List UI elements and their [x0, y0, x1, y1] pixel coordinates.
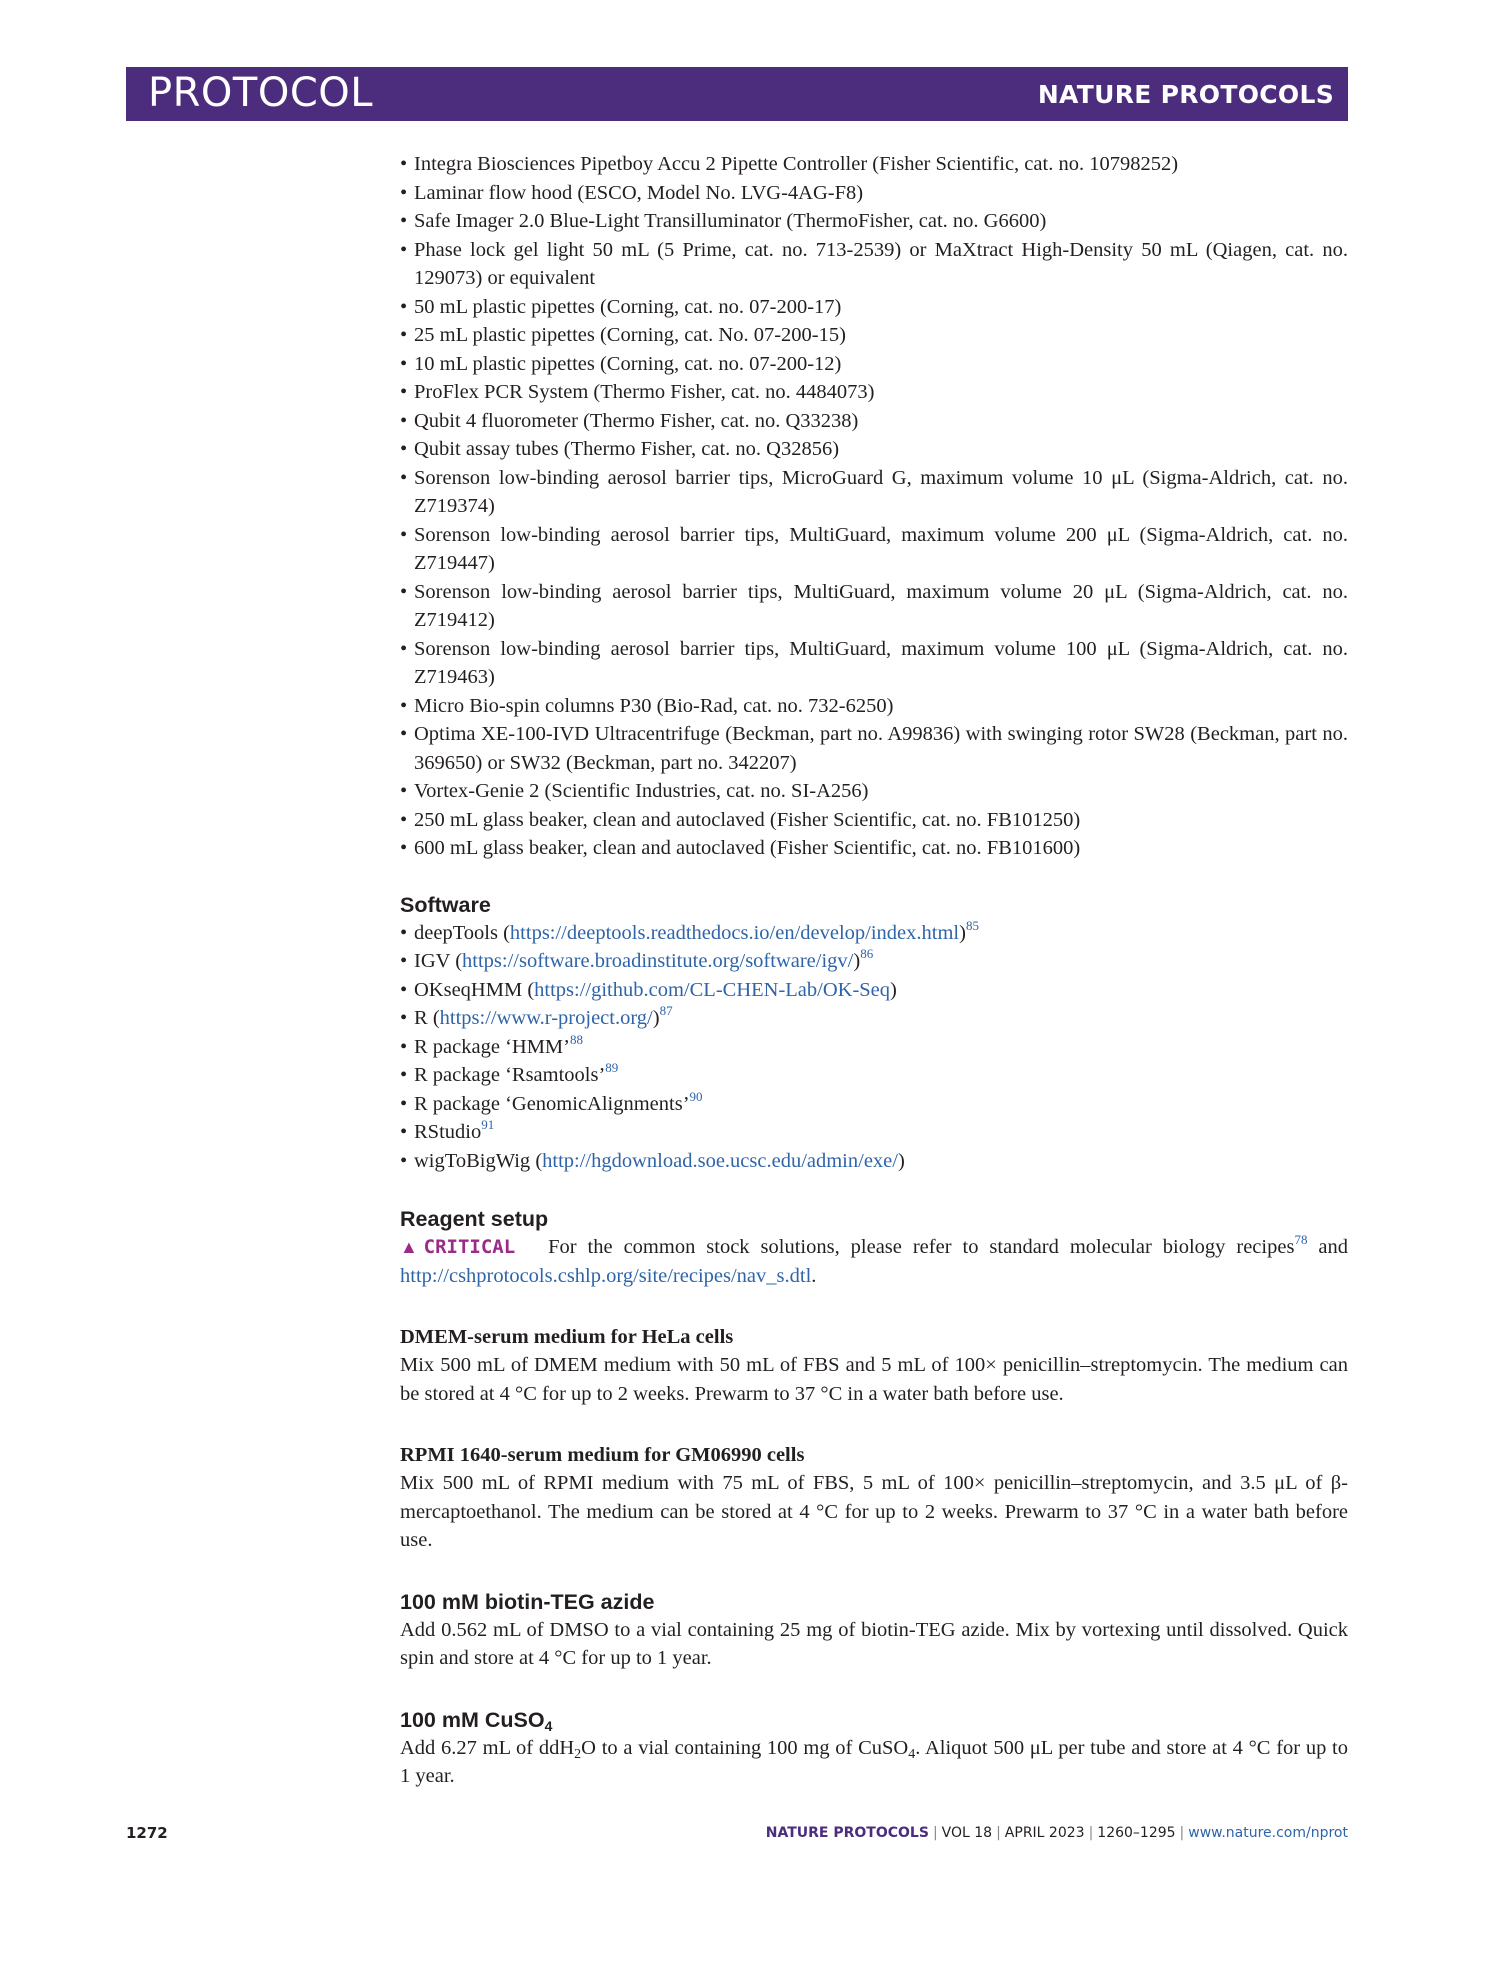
- citation-ref[interactable]: 85: [965, 917, 979, 933]
- software-link[interactable]: https://github.com/CL-CHEN-Lab/OK-Seq: [534, 978, 891, 1001]
- citation-ref[interactable]: 88: [569, 1031, 583, 1047]
- dmem-body: Mix 500 mL of DMEM medium with 50 mL of FBS and 5 mL of 100× penicillin–streptomycin. The medium can be stored at 4 °C for up to 2 weeks. Prewarm to 37 °C in a water bath before use.: [400, 1354, 1348, 1405]
- citation-ref[interactable]: 87: [659, 1003, 673, 1018]
- cuso4-body-sub1: 2: [574, 1746, 582, 1762]
- citation-ref[interactable]: 90: [689, 1088, 703, 1104]
- software-item: [400, 947, 1348, 976]
- software-name: R package ‘Rsamtools’: [414, 1064, 606, 1086]
- software-item: [400, 1147, 1348, 1176]
- list-item: • Vortex-Genie 2 (Scientific Industries, cat. no. SI-A256): [400, 777, 1348, 806]
- footer-url[interactable]: www.nature.com/nprot: [1188, 1825, 1348, 1841]
- biotin-body: Add 0.562 mL of DMSO to a vial containing 25 mg of biotin-TEG azide. Mix by vortexing until dissolved. Quick spin and store at 4 °C for up to 1 year.: [400, 1618, 1348, 1669]
- paren-open: (: [427, 1007, 440, 1029]
- software-item: [400, 1033, 1348, 1062]
- section-label: PROTOCOL: [148, 70, 374, 116]
- rpmi-title: RPMI 1640-serum medium for GM06990 cells: [400, 1444, 805, 1466]
- footer-journal: NATURE PROTOCOLS: [765, 1825, 929, 1841]
- paren-open: (: [450, 950, 463, 972]
- page-number: 1272: [126, 1824, 168, 1842]
- list-item: • Sorenson low-binding aerosol barrier tips, MultiGuard, maximum volume 100 μL (Sigma-Aldrich, cat. no. Z719463): [400, 635, 1348, 692]
- footer-pages: 1260–1295: [1097, 1825, 1176, 1841]
- paren-close: ): [890, 978, 897, 1001]
- paren-open: (: [522, 978, 535, 1001]
- critical-end: .: [811, 1264, 817, 1287]
- cuso4-title-main: 100 mM CuSO: [400, 1707, 545, 1732]
- list-item: • Sorenson low-binding aerosol barrier tips, MultiGuard, maximum volume 200 μL (Sigma-Aldrich, cat. no. Z719447): [400, 521, 1348, 578]
- citation-ref[interactable]: 91: [481, 1117, 495, 1132]
- paren-open: (: [530, 1149, 543, 1172]
- list-item: • Phase lock gel light 50 mL (5 Prime, cat. no. 713-2539) or MaXtract High-Density 50 mL (Qiagen, cat. no. 129073) or equivalent: [400, 236, 1348, 293]
- software-link[interactable]: http://hgdownload.soe.ucsc.edu/admin/exe/: [542, 1149, 898, 1172]
- software-item: [400, 976, 1348, 1005]
- software-name: wigToBigWig: [414, 1149, 531, 1172]
- software-item: [400, 919, 1348, 948]
- list-item: • Qubit assay tubes (Thermo Fisher, cat. no. Q32856): [400, 435, 1348, 464]
- software-item: [400, 1090, 1348, 1119]
- software-name: R package ‘HMM’: [414, 1035, 570, 1058]
- paren-open: (: [497, 921, 510, 944]
- critical-label: CRITICAL: [423, 1236, 516, 1258]
- cuso4-body-2: O to a vial containing 100 mg of CuSO: [581, 1736, 909, 1759]
- list-item: • Sorenson low-binding aerosol barrier tips, MicroGuard G, maximum volume 10 μL (Sigma-Aldrich, cat. no. Z719374): [400, 464, 1348, 521]
- list-item: • Integra Biosciences Pipetboy Accu 2 Pipette Controller (Fisher Scientific, cat. no. 10798252): [400, 150, 1348, 179]
- software-link[interactable]: https://software.broadinstitute.org/software/igv/: [462, 950, 854, 972]
- list-item: • 50 mL plastic pipettes (Corning, cat. no. 07-200-17): [400, 293, 1348, 322]
- list-item: • 10 mL plastic pipettes (Corning, cat. no. 07-200-12): [400, 350, 1348, 379]
- software-name: R package ‘GenomicAlignments’: [414, 1092, 690, 1115]
- cuso4-title: [400, 1706, 1348, 1734]
- citation-ref[interactable]: 86: [860, 946, 874, 961]
- citation-ref[interactable]: 78: [1294, 1232, 1308, 1247]
- software-heading: Software: [400, 892, 491, 917]
- software-name: IGV: [414, 950, 451, 972]
- critical-text: For the common stock solutions, please refer to standard molecular biology recipes: [548, 1236, 1295, 1258]
- cuso4-body-3: . Aliquot 500 μL per tube and store at 4 °C for up to 1 year.: [400, 1736, 1348, 1787]
- biotin-title: 100 mM biotin-TEG azide: [400, 1589, 655, 1614]
- paren-close: ): [853, 950, 861, 972]
- recipes-link[interactable]: http://cshprotocols.cshlp.org/site/recipes/nav_s.dtl: [400, 1264, 812, 1287]
- citation-ref[interactable]: 89: [605, 1060, 619, 1075]
- list-item: • Micro Bio-spin columns P30 (Bio-Rad, cat. no. 732-6250): [400, 692, 1348, 721]
- list-item: • Optima XE-100-IVD Ultracentrifuge (Beckman, part no. A99836) with swinging rotor SW28 (Beckman, part no. 369650) or SW32 (Beckman, part no. 342207): [400, 720, 1348, 777]
- warning-triangle-icon: ▲: [400, 1237, 424, 1257]
- software-name: deepTools: [414, 921, 498, 944]
- footer-date: APRIL 2023: [1004, 1825, 1085, 1841]
- critical-and: and: [1307, 1236, 1349, 1258]
- paren-close: ): [959, 921, 966, 944]
- software-link[interactable]: https://www.r-project.org/: [439, 1007, 653, 1029]
- software-name: RStudio: [414, 1121, 482, 1143]
- software-list: [400, 919, 1348, 1176]
- equipment-list: [400, 150, 1348, 863]
- paren-close: ): [652, 1007, 660, 1029]
- list-item: • 250 mL glass beaker, clean and autoclaved (Fisher Scientific, cat. no. FB101250): [400, 806, 1348, 835]
- list-item: • Safe Imager 2.0 Blue-Light Transilluminator (ThermoFisher, cat. no. G6600): [400, 207, 1348, 236]
- footer-volume: VOL 18: [941, 1825, 993, 1841]
- software-name: OKseqHMM: [414, 978, 523, 1001]
- rpmi-body: Mix 500 mL of RPMI medium with 75 mL of FBS, 5 mL of 100× penicillin–streptomycin, and 3.5 μL of β-mercaptoethanol. The medium can be stored at 4 °C for up to 2 weeks. Prewarm to 37 °C in a water bath before use.: [400, 1472, 1348, 1551]
- cuso4-body: [400, 1734, 1348, 1791]
- list-item: • Qubit 4 fluorometer (Thermo Fisher, cat. no. Q33238): [400, 407, 1348, 436]
- header-bar: [126, 67, 1348, 121]
- cuso4-body-1: Add 6.27 mL of ddH: [400, 1736, 575, 1759]
- critical-note: [400, 1233, 1348, 1290]
- list-item: • Laminar flow hood (ESCO, Model No. LVG-4AG-F8): [400, 179, 1348, 208]
- dmem-title: DMEM-serum medium for HeLa cells: [400, 1326, 734, 1348]
- list-item: • ProFlex PCR System (Thermo Fisher, cat. no. 4484073): [400, 378, 1348, 407]
- footer-citation: NATURE PROTOCOLS | VOL 18 | APRIL 2023 | 1260–1295 | www.nature.com/nprot: [765, 1825, 1348, 1841]
- list-item: • Sorenson low-binding aerosol barrier tips, MultiGuard, maximum volume 20 μL (Sigma-Aldrich, cat. no. Z719412): [400, 578, 1348, 635]
- software-name: R: [414, 1007, 428, 1029]
- journal-name: NATURE PROTOCOLS: [1037, 80, 1334, 109]
- list-item: • 600 mL glass beaker, clean and autoclaved (Fisher Scientific, cat. no. FB101600): [400, 834, 1348, 863]
- software-item: [400, 1004, 1348, 1033]
- list-item: • 25 mL plastic pipettes (Corning, cat. No. 07-200-15): [400, 321, 1348, 350]
- cuso4-title-sub: 4: [544, 1717, 553, 1734]
- reagent-setup-heading: Reagent setup: [400, 1207, 549, 1231]
- cuso4-body-sub2: 4: [908, 1746, 916, 1762]
- main-content: [400, 150, 1348, 1791]
- software-item: [400, 1061, 1348, 1090]
- paren-close: ): [897, 1149, 905, 1172]
- software-item: [400, 1118, 1348, 1147]
- software-link[interactable]: https://deeptools.readthedocs.io/en/develop/index.html: [509, 921, 960, 944]
